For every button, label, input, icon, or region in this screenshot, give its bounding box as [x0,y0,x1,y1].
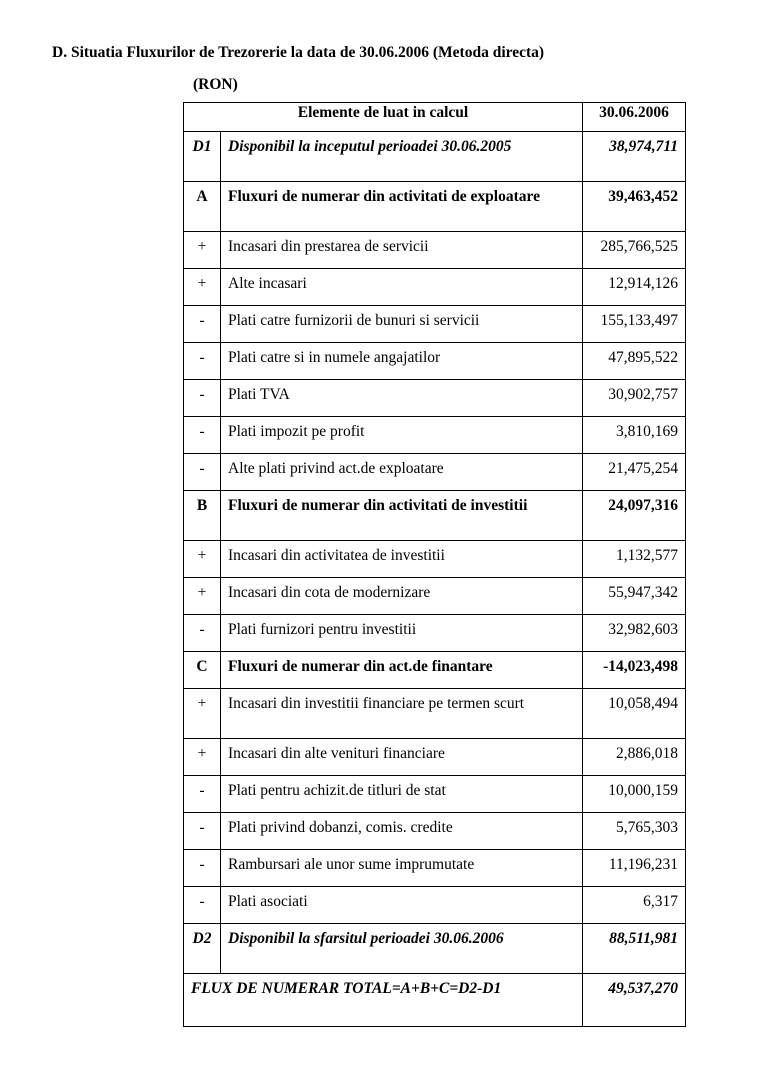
table-row [184,850,686,887]
row-label: Incasari din prestarea de servicii [221,232,583,269]
row-code: - [184,454,221,491]
row-label: Alte plati privind act.de exploatare [221,454,583,491]
row-code: + [184,269,221,306]
row-label: Plati furnizori pentru investitii [221,615,583,652]
table-row [184,739,686,776]
row-value: 3,810,169 [583,417,686,454]
header-elements: Elemente de luat in calcul [184,103,583,132]
row-label: Fluxuri de numerar din activitati de exploatare [221,182,583,232]
table-row [184,887,686,924]
row-label: Fluxuri de numerar din act.de finantare [221,652,583,689]
row-label: Plati catre si in numele angajatilor [221,343,583,380]
row-value: 30,902,757 [583,380,686,417]
row-value: -14,023,498 [583,652,686,689]
table-row [184,813,686,850]
row-code: D1 [184,132,221,182]
row-code: + [184,541,221,578]
table-row [184,491,686,541]
table-row [184,652,686,689]
table-row [184,541,686,578]
row-label: Incasari din alte venituri financiare [221,739,583,776]
row-value: 5,765,303 [583,813,686,850]
table-header-row [184,103,686,132]
row-value: 32,982,603 [583,615,686,652]
row-value: 285,766,525 [583,232,686,269]
row-label: Plati catre furnizorii de bunuri si servicii [221,306,583,343]
table-row [184,689,686,739]
row-code: A [184,182,221,232]
row-label: Rambursari ale unor sume imprumutate [221,850,583,887]
row-value: 1,132,577 [583,541,686,578]
row-code: - [184,417,221,454]
row-code: - [184,813,221,850]
row-value: 47,895,522 [583,343,686,380]
row-label: Incasari din activitatea de investitii [221,541,583,578]
row-value: 55,947,342 [583,578,686,615]
row-code: + [184,578,221,615]
row-value: 2,886,018 [583,739,686,776]
row-code: + [184,739,221,776]
row-label: Plati impozit pe profit [221,417,583,454]
row-code: - [184,306,221,343]
currency-unit: (RON) [193,76,238,93]
row-value: 10,000,159 [583,776,686,813]
row-value: 39,463,452 [583,182,686,232]
table-row [184,417,686,454]
row-code: B [184,491,221,541]
header-date: 30.06.2006 [583,103,686,132]
table-row [184,343,686,380]
row-value: 6,317 [583,887,686,924]
table-row [184,578,686,615]
document-title: D. Situatia Fluxurilor de Trezorerie la data de 30.06.2006 (Metoda directa) [52,44,545,61]
total-row [184,974,686,1027]
table-row [184,776,686,813]
row-value: 11,196,231 [583,850,686,887]
row-code: + [184,232,221,269]
row-label: Disponibil la sfarsitul perioadei 30.06.2006 [221,924,583,974]
row-code: + [184,689,221,739]
total-value: 49,537,270 [583,974,686,1027]
row-code: - [184,615,221,652]
row-label: Disponibil la inceputul perioadei 30.06.2005 [221,132,583,182]
row-label: Plati privind dobanzi, comis. credite [221,813,583,850]
row-value: 155,133,497 [583,306,686,343]
table-row [184,132,686,182]
row-label: Plati asociati [221,887,583,924]
table-row [184,380,686,417]
row-code: - [184,776,221,813]
total-label: FLUX DE NUMERAR TOTAL=A+B+C=D2-D1 [184,974,583,1027]
row-label: Fluxuri de numerar din activitati de investitii [221,491,583,541]
row-code: - [184,850,221,887]
table-row [184,232,686,269]
table-row [184,615,686,652]
row-code: - [184,343,221,380]
table-row [184,454,686,491]
row-value: 21,475,254 [583,454,686,491]
row-label: Incasari din cota de modernizare [221,578,583,615]
table-row [184,924,686,974]
row-code: D2 [184,924,221,974]
row-value: 24,097,316 [583,491,686,541]
row-label: Alte incasari [221,269,583,306]
row-code: - [184,887,221,924]
table-row [184,182,686,232]
row-label: Incasari din investitii financiare pe termen scurt [221,689,583,739]
row-label: Plati TVA [221,380,583,417]
cash-flow-table [183,102,686,1027]
table-row [184,269,686,306]
row-value: 10,058,494 [583,689,686,739]
row-code: - [184,380,221,417]
row-value: 38,974,711 [583,132,686,182]
row-code: C [184,652,221,689]
row-value: 88,511,981 [583,924,686,974]
row-label: Plati pentru achizit.de titluri de stat [221,776,583,813]
table-row [184,306,686,343]
row-value: 12,914,126 [583,269,686,306]
